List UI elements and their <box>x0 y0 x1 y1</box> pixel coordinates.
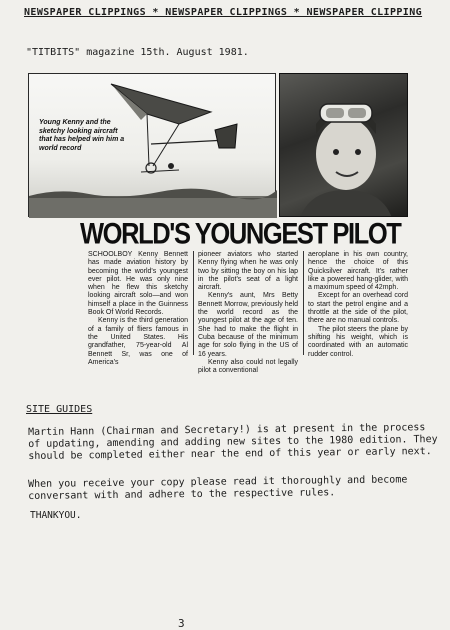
source-line: "TITBITS" magazine 15th. August 1981. <box>26 47 249 58</box>
article-paragraph: Kenny's aunt, Mrs Betty Bennett Morrow, previously held the world record as the youngest pilot at the age of ten. She had to make the flight in Cuba because of the minimum age for solo flying in the US of 16 years. <box>198 292 298 358</box>
article-paragraph: pioneer aviators who started Kenny flying when he was only two by sitting the boy on his lap in the pilot's seat of a light aircraft. <box>198 251 298 292</box>
site-guides-title: SITE GUIDES <box>26 404 93 415</box>
clippings-banner: NEWSPAPER CLIPPINGS * NEWSPAPER CLIPPINGS * NEWSPAPER CLIPPING <box>24 7 423 18</box>
article-columns <box>88 251 408 375</box>
article-paragraph: aeroplane in his own country, hence the choice of this Quicksilver aircraft. It's rather like a powered hang-glider, with a maximum speed of 42mph. <box>308 251 408 292</box>
kenny-portrait-photo <box>279 73 408 217</box>
article-paragraph: SCHOOLBOY Kenny Bennett has made aviation history by becoming the world's youngest ever pilot. He was only nine when he flew this sketchy looking aircraft solo—and won himself a place in the Guinness Book Of World Records. <box>88 251 188 317</box>
column-divider <box>303 251 304 355</box>
page-number: 3 <box>178 617 185 630</box>
photo-caption: Young Kenny and the sketchy looking aircraft that has helped win him a world record <box>39 119 125 152</box>
article-column-2 <box>198 251 298 375</box>
site-guides-paragraph-1: Martin Hann (Chairman and Secretary!) is at present in the process of updating, amending and adding new sites to the 1980 edition. They should be completed either near the end of this year or early next. <box>28 422 438 462</box>
article-paragraph: Kenny is the third generation of a family of fliers famous in the United States. His grandfather, 75-year-old Al Bennett Sr, was one of America's <box>88 317 188 366</box>
article-paragraph: Except for an overhead cord to start the petrol engine and a throttle at the side of the pilot, there are no manual controls. <box>308 292 408 325</box>
site-guides-paragraph-2: When you receive your copy please read it thoroughly and become conversant with and adhere to the respective rules. <box>28 474 408 502</box>
article-paragraph: Kenny also could not legally pilot a conventional <box>198 358 298 375</box>
article-column-1 <box>88 251 188 375</box>
boy-portrait-illustration <box>280 74 408 217</box>
article-paragraph: The pilot steers the plane by shifting his weight, which is coordinated with an automatic rudder control. <box>308 325 408 358</box>
article-column-3 <box>308 251 408 375</box>
column-divider <box>193 251 194 355</box>
aircraft-photo <box>28 73 276 217</box>
headline: WORLD'S YOUNGEST PILOT <box>80 218 401 251</box>
thanks-line: THANKYOU. <box>30 510 82 521</box>
clipping-photos <box>28 73 408 217</box>
